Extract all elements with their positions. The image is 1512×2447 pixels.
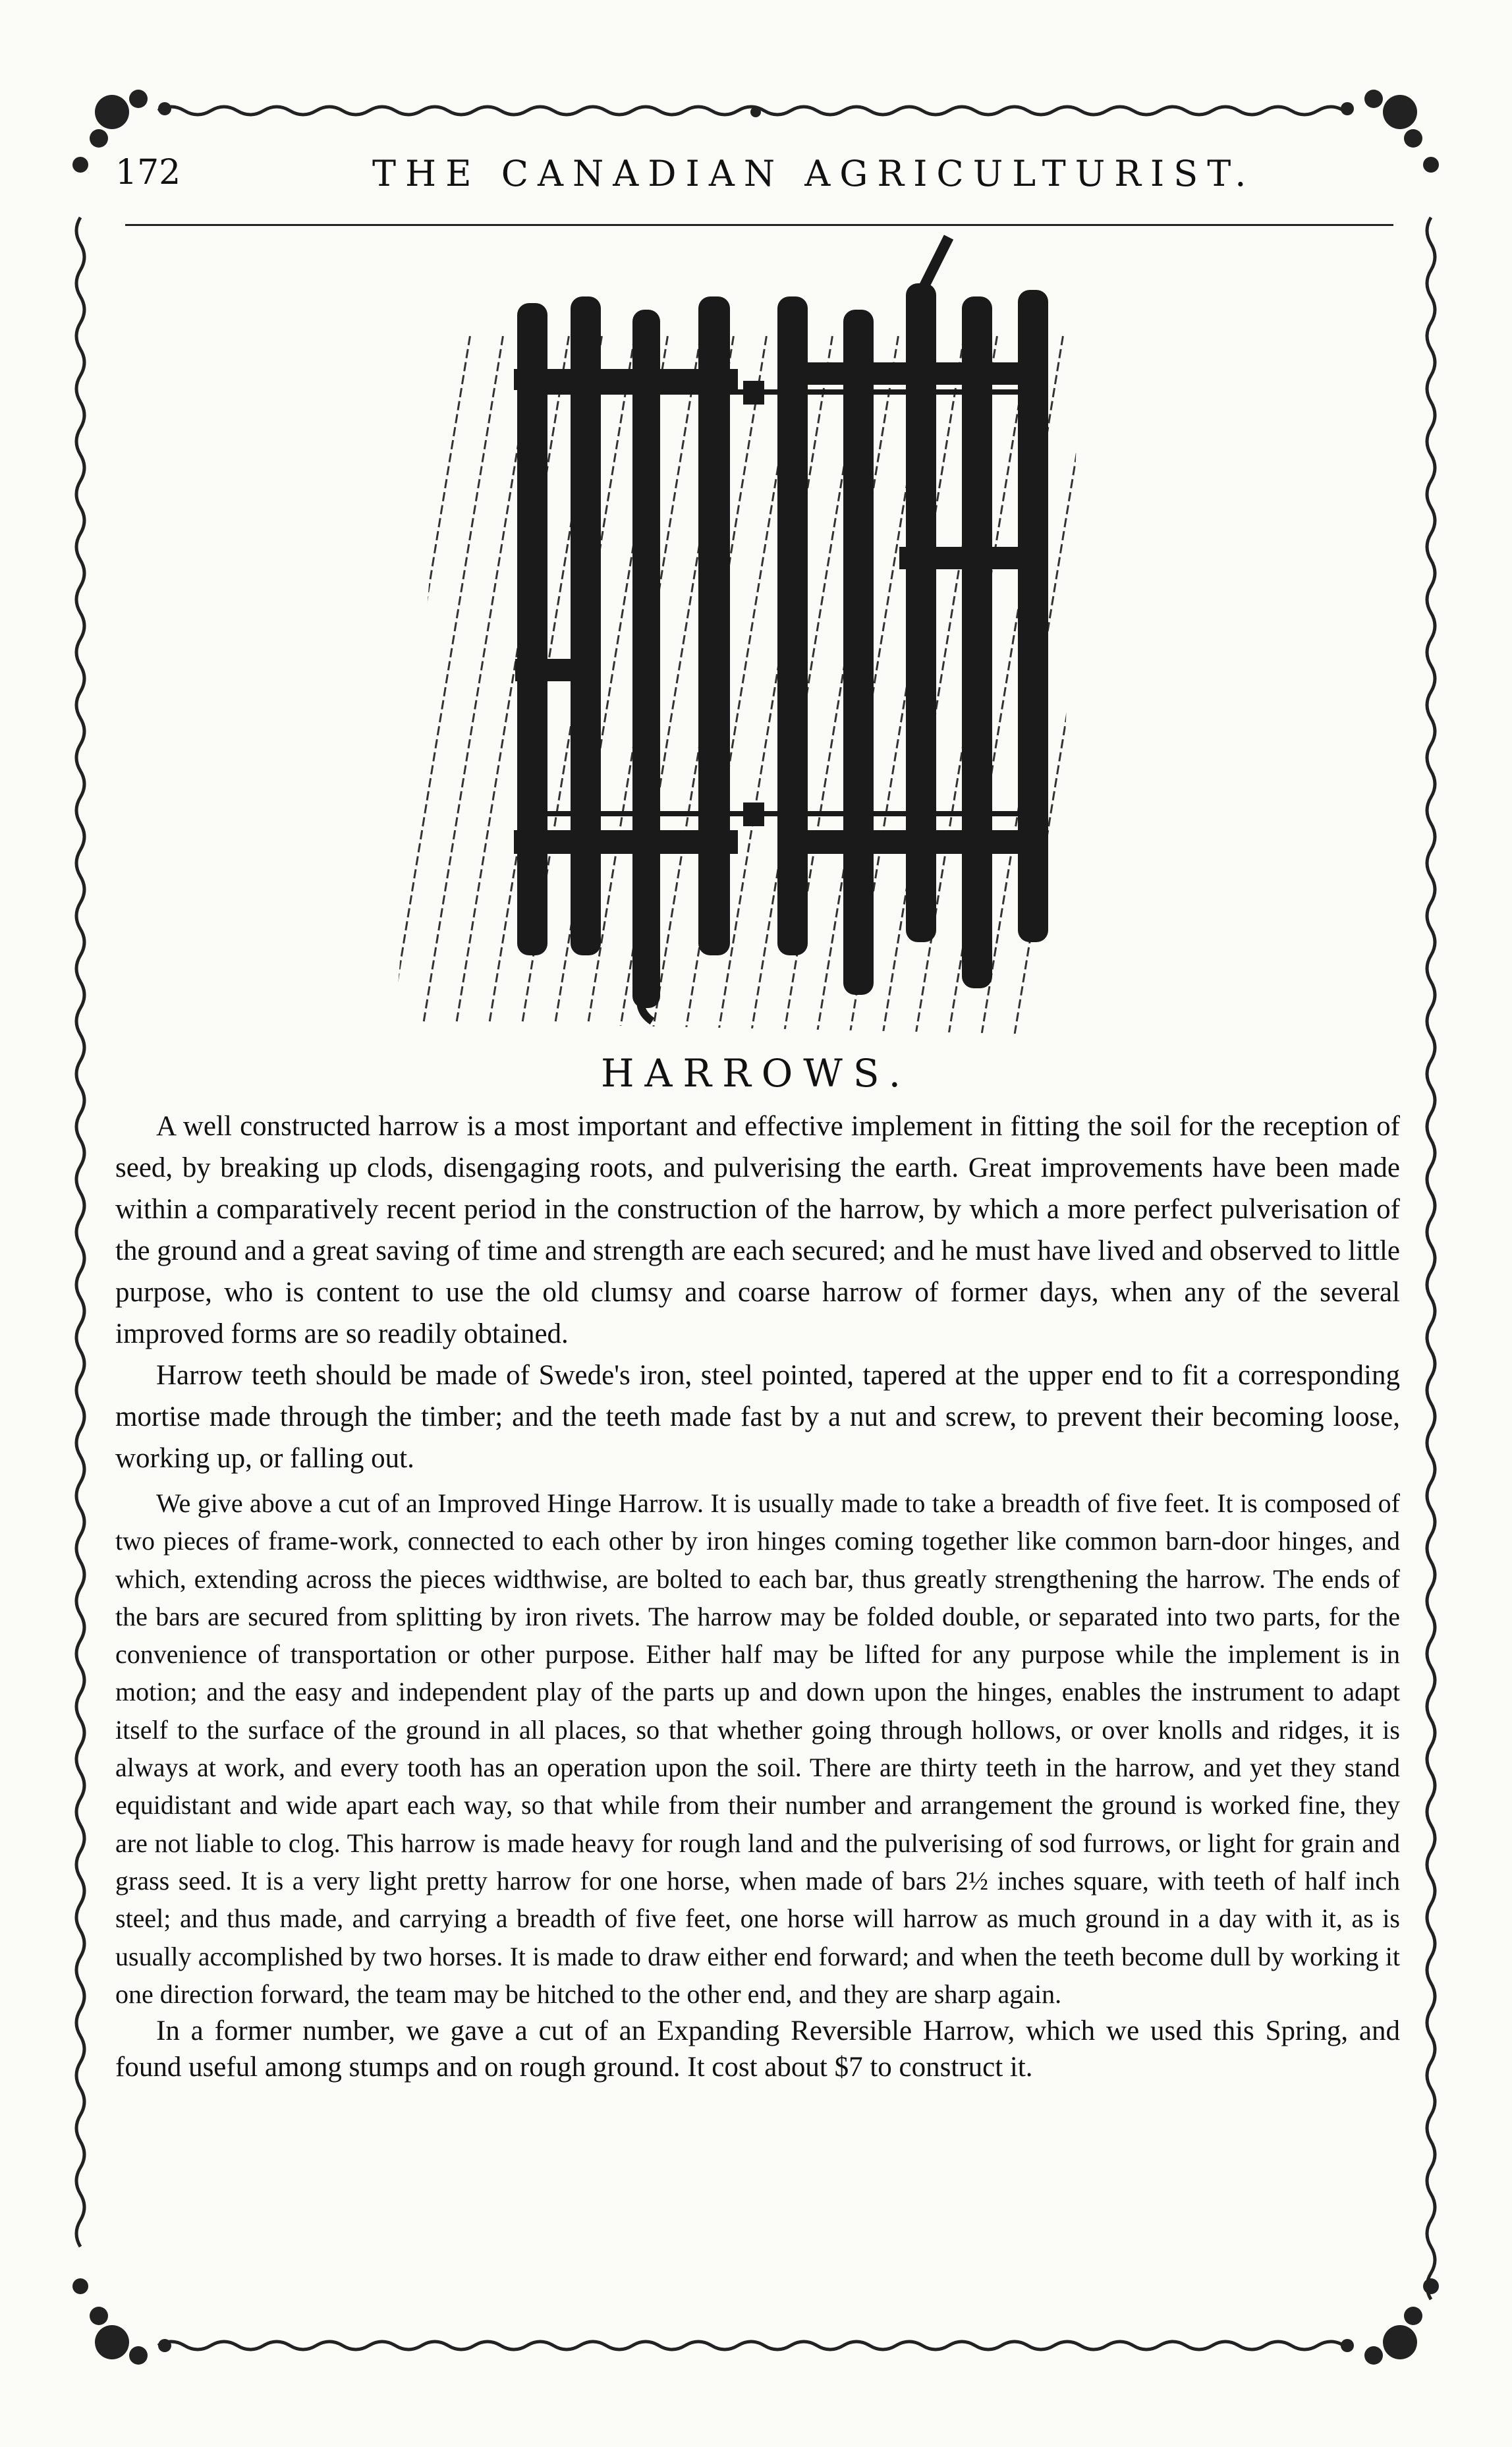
article-body (115, 1106, 1400, 2085)
paragraph-2: Harrow teeth should be made of Swede's iron, steel pointed, tapered at the upper end to fit a corresponding mortise made through the timber; and the teeth made fast by a nut and screw, to prevent their becoming loose, working up, or falling out. (115, 1360, 1400, 1474)
harrow-illustration (369, 231, 1160, 1048)
border-left (76, 217, 84, 2247)
article-heading: HARROWS. (600, 1051, 912, 1096)
top-center-dot (750, 107, 761, 117)
border-right (1427, 217, 1435, 2299)
harrow-left-frame (514, 296, 738, 1021)
corner-ornament-bottom-right (1341, 2278, 1439, 2365)
header-rule (125, 224, 1393, 226)
running-title: THE CANADIAN AGRICULTURIST. (372, 153, 1256, 194)
harrow-right-frame (777, 237, 1048, 995)
paragraph-4: In a former number, we gave a cut of an Expanding Reversible Harrow, which we used this Spring, and found useful among stumps and on rough ground. It cost about $7 to construct it. (115, 2015, 1400, 2083)
paragraph-3: We give above a cut of an Improved Hinge Harrow. It is usually made to take a breadth of five feet. It is composed of two pieces of frame-work, connected to each other by iron hinges coming together like common barn-door hinges, and which, extending across the pieces widthwise, are bolted to each bar, thus greatly strengthening the harrow. The ends of the bars are secured from splitting by iron rivets. The harrow may be folded double, or separated into two parts, for the convenience of transportation or other purpose. Either half may be lifted for any purpose while the implement is in motion; and the easy and independent play of the parts up and down upon the hinges, enables the instrument to adapt itself to the surface of the ground in all places, so that whether going through hollows, or over knolls and ridges, it is always at work, and every tooth has an operation upon the soil. There are thirty teeth in the harrow, and yet they stand equidistant and wide apart each way, so that while from their number and arrangement the ground is worked fine, they are not liable to clog. This harrow is made heavy for rough land and the pulverising of sod furrows, or light for grain and grass seed. It is a very light pretty harrow for one horse, when made of bars 2½ inches square, with teeth of half inch steel; and thus made, and carrying a breadth of five feet, one horse will harrow as much ground in a day with it, as is usually accomplished by two horses. It is made to draw either end forward; and when the teeth become dull by working it one direction forward, the team may be hitched to the other end, and they are sharp again. (115, 1488, 1400, 2009)
border-bottom (158, 2342, 1344, 2349)
page-number: 172 (115, 153, 181, 192)
running-header (109, 146, 1400, 206)
corner-ornament-bottom-left (72, 2278, 171, 2365)
paragraph-1: A well constructed harrow is a most important and effective implement in fitting the soil for the reception of seed, by breaking up clods, disengaging roots, and pulverising the earth. Great improvements have been made within a comparatively recent period in the construction of the harrow, by which a more perfect pulverisation of the ground and a great saving of time and strength are each secured; and he must have lived and observed to little purpose, who is content to use the old clumsy and coarse harrow of former days, when any of the several improved forms are so readily obtained. (115, 1111, 1400, 1349)
